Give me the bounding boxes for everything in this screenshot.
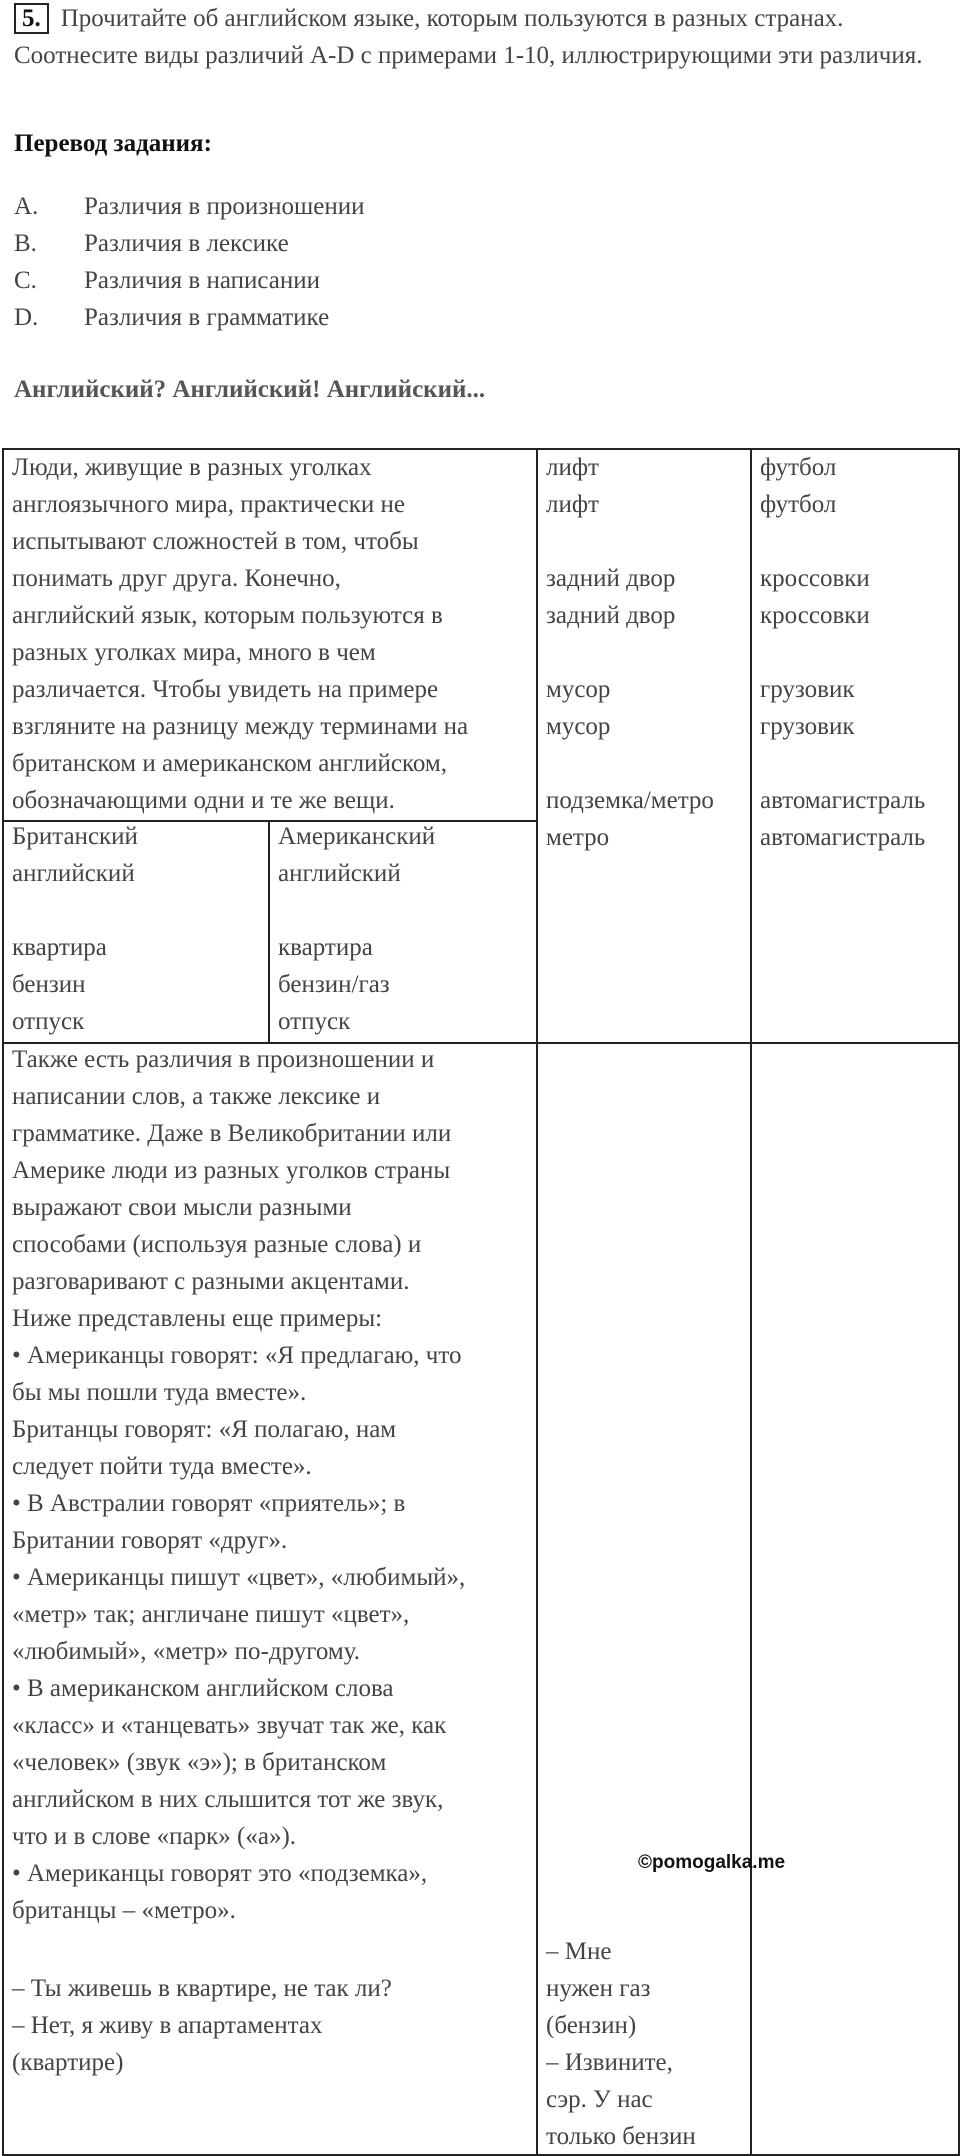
item-letter: A. (14, 193, 39, 220)
list-item (14, 299, 364, 336)
list-item (14, 188, 364, 225)
list-item (14, 262, 364, 299)
item-letter: D. (14, 304, 39, 331)
task-statement (14, 0, 944, 74)
task-text: Прочитайте об английском языке, которым пользуются в разных странах. Соотнесите виды различий A-D с примерами 1-10, иллюстрирующими эти различия. (14, 5, 923, 69)
watermark: ©pomogalka.me (638, 1852, 786, 1873)
differences-list (14, 188, 364, 336)
item-letter: B. (14, 230, 37, 257)
british-column: Британский английский квартира бензин отпуск (12, 823, 138, 1035)
word-column-4: футбол футбол кроссовки кроссовки грузовик грузовик автомагистраль автомагистраль (760, 454, 926, 851)
translation-heading: Перевод задания: (14, 130, 212, 157)
main-text: Также есть различия в произношении и написании слов, а также лексике и грамматике. Даже в Великобритании или Америке люди из разных уголков страны выражают свои мысли разными способами (используя разные слова) и разговаривают с разными акцентами. Ниже представлены еще примеры: • Американцы говорят: «Я предлагаю, что бы мы пошли туда вместе». Британцы говорят: «Я полагаю, нам следует пойти туда вместе». • В Австралии говорят «приятель»; в Британии говорят «друг». • Американцы пишут «цвет», «любимый», «метр» так; англичане пишут «цвет», «любимый», «метр» по-другому. • В американском английском слова «класс» и «танцевать» звучат так же, как «человек» (звук «э»); в британском английском в них слышится тот же звук, что и в слове «парк» («а»). • Американцы говорят это «подземка», британцы – «метро». (12, 1046, 466, 1924)
item-text: Различия в грамматике (84, 304, 330, 331)
item-text: Различия в лексике (84, 230, 289, 257)
american-column: Американский английский квартира бензин/газ отпуск (278, 823, 436, 1035)
task-number: 5. (14, 3, 49, 34)
table-divider (536, 448, 538, 2156)
word-column-3: лифт лифт задний двор задний двор мусор мусор подземка/метро метро (546, 454, 714, 851)
item-letter: C. (14, 267, 37, 294)
intro-text: Люди, живущие в разных уголках англоязычного мира, практически не испытывают сложностей в том, чтобы понимать друг друга. Конечно, английский язык, которым пользуются в разных уголках мира, много в чем различается. Чтобы увидеть на примере взгляните на разницу между терминами на британском и американском английском, обозначающими одни и те же вещи. (12, 454, 469, 814)
item-text: Различия в произношении (84, 193, 365, 220)
dialogue-column-3: – Мне нужен газ (бензин) – Извините, сэр. У нас только бензин (546, 1938, 696, 2150)
item-text: Различия в написании (84, 267, 321, 294)
table-divider (268, 820, 270, 1044)
dialogue-text: – Ты живешь в квартире, не так ли? – Нет, я живу в апартаментах (квартире) (12, 1975, 392, 2076)
list-item (14, 225, 364, 262)
article-title: Английский? Английский! Английский... (14, 376, 486, 403)
table-divider (750, 448, 752, 2156)
